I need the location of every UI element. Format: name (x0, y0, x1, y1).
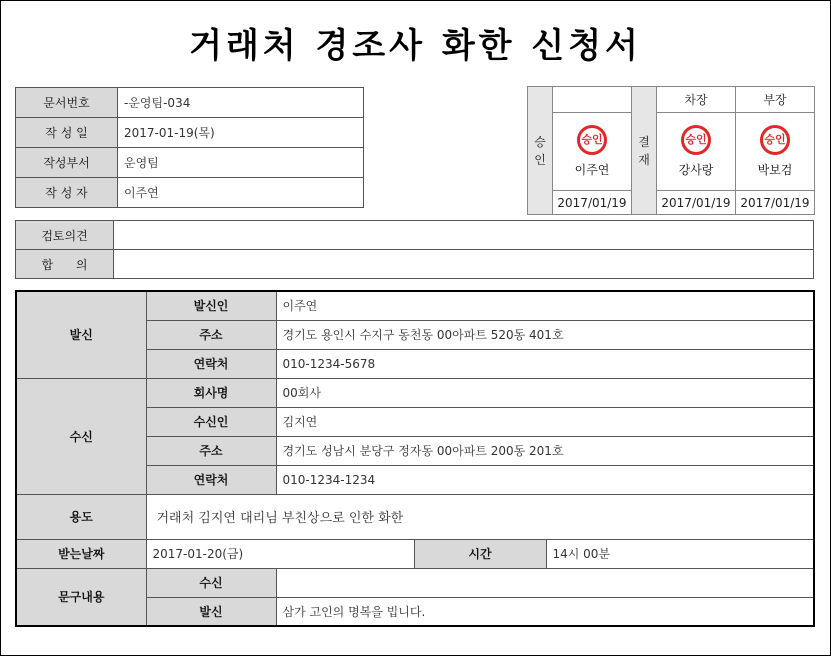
settle-side-char-1: 결 (638, 134, 650, 149)
message-to-label: 수신 (146, 568, 276, 597)
receiver-name-label: 수신인 (146, 407, 276, 436)
sender-name-row (16, 291, 814, 320)
review-table (15, 220, 814, 279)
settler-1-header: 차장 (657, 87, 736, 113)
purpose-row (16, 494, 814, 539)
approver-stamp-cell[interactable] (553, 113, 632, 191)
receiver-group-label: 수신 (16, 378, 146, 494)
created-date-row (16, 118, 364, 148)
settle-side-char-2: 재 (638, 152, 650, 167)
author-label: 작 성 자 (16, 178, 118, 208)
approver-name: 이주연 (574, 163, 610, 177)
doc-number-value[interactable]: -운영팀-034 (118, 88, 364, 118)
settler-1-name: 강사랑 (678, 163, 714, 177)
agreement-row (16, 250, 814, 279)
receiver-address-value[interactable]: 경기도 성남시 분당구 정자동 00아파트 200동 201호 (276, 436, 814, 465)
settler-2-name: 박보검 (757, 163, 793, 177)
message-from-label: 발신 (146, 597, 276, 626)
sender-phone-label: 연락처 (146, 349, 276, 378)
settler-2-date: 2017/01/19 (736, 191, 815, 215)
sender-phone-value[interactable]: 010-1234-5678 (276, 349, 814, 378)
purpose-label: 용도 (16, 494, 146, 539)
created-date-value[interactable]: 2017-01-19(목) (118, 118, 364, 148)
sender-group-label: 발신 (16, 291, 146, 378)
settle-side-label (632, 87, 657, 215)
agreement-label: 합 의 (16, 250, 114, 279)
receiver-phone-value[interactable]: 010-1234-1234 (276, 465, 814, 494)
review-opinion-label: 검토의견 (16, 221, 114, 250)
author-value[interactable]: 이주연 (118, 178, 364, 208)
receiver-company-value[interactable]: 00회사 (276, 378, 814, 407)
department-value[interactable]: 운영팀 (118, 148, 364, 178)
document-info-table (15, 87, 364, 208)
author-row (16, 178, 364, 208)
review-opinion-field[interactable] (114, 221, 814, 250)
main-form-table (15, 290, 815, 627)
receive-time-value[interactable]: 14시 00분 (546, 539, 814, 568)
sender-address-label: 주소 (146, 320, 276, 349)
approval-stamp-icon: 승인 (577, 125, 607, 155)
approve-side-char-2: 인 (534, 152, 546, 167)
settler-1-date: 2017/01/19 (657, 191, 736, 215)
review-opinion-row (16, 221, 814, 250)
receiver-phone-label: 연락처 (146, 465, 276, 494)
doc-number-label: 문서번호 (16, 88, 118, 118)
sender-name-label: 발신인 (146, 291, 276, 320)
receive-date-row (16, 539, 814, 568)
approval-stamp-icon: 승인 (681, 125, 711, 155)
department-row (16, 148, 364, 178)
approval-stamp-icon: 승인 (760, 125, 790, 155)
settler-2-header: 부장 (736, 87, 815, 113)
approve-side-char-1: 승 (534, 134, 546, 149)
department-label: 작성부서 (16, 148, 118, 178)
receive-date-value[interactable]: 2017-01-20(금) (146, 539, 414, 568)
message-to-value[interactable] (276, 568, 814, 597)
sender-address-value[interactable]: 경기도 용인시 수지구 동천동 00아파트 520동 401호 (276, 320, 814, 349)
message-to-row (16, 568, 814, 597)
approver-date: 2017/01/19 (553, 191, 632, 215)
settler-2-stamp-cell[interactable] (736, 113, 815, 191)
form-title: 거래처 경조사 화한 신청서 (189, 26, 642, 66)
message-from-value[interactable]: 삼가 고인의 명복을 빕니다. (276, 597, 814, 626)
purpose-value[interactable]: 거래처 김지연 대리님 부친상으로 인한 화한 (146, 494, 814, 539)
receiver-address-label: 주소 (146, 436, 276, 465)
doc-number-row (16, 88, 364, 118)
receive-date-label: 받는날짜 (16, 539, 146, 568)
settler-1-stamp-cell[interactable] (657, 113, 736, 191)
receive-time-label: 시간 (414, 539, 546, 568)
receiver-company-label: 회사명 (146, 378, 276, 407)
approver-header (553, 87, 632, 113)
approval-table (527, 86, 815, 215)
message-group-label: 문구내용 (16, 568, 146, 626)
approve-side-label (528, 87, 553, 215)
sender-name-value[interactable]: 이주연 (276, 291, 814, 320)
receiver-name-value[interactable]: 김지연 (276, 407, 814, 436)
agreement-field[interactable] (114, 250, 814, 279)
receiver-company-row (16, 378, 814, 407)
created-date-label: 작 성 일 (16, 118, 118, 148)
